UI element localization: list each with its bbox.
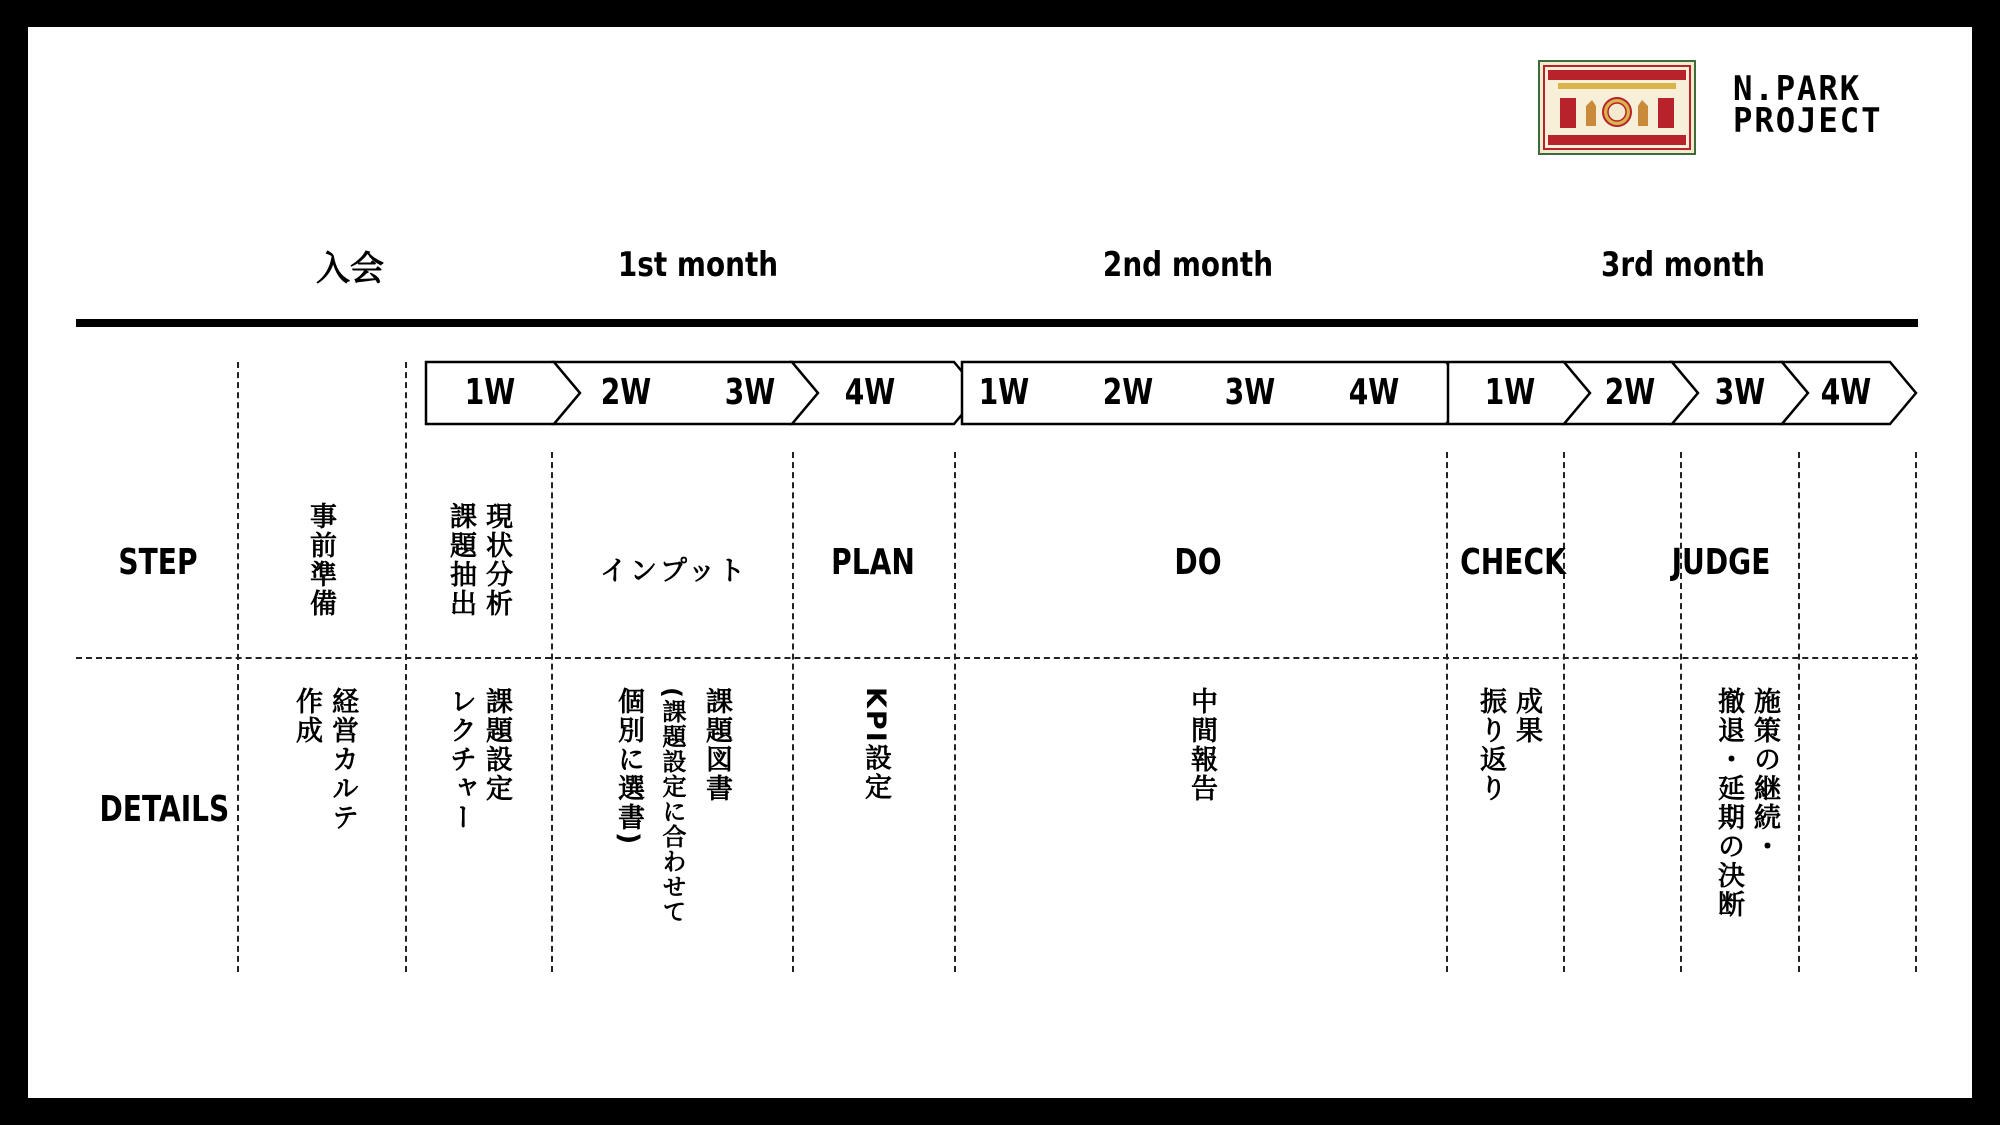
grid-vline-3 [551,452,553,972]
grid-hline-step-details [76,657,1918,659]
header-rule [76,319,1918,327]
grid-vline-2 [405,362,407,972]
grid-vline-8 [1680,452,1682,972]
grid-vline-6 [1446,452,1448,972]
month-1-label: 1st month [617,245,779,285]
park-project-logo [1733,69,1948,143]
park-project-logo-line1: N.PARK [1733,69,1862,109]
month-3-label: 3rd month [1600,245,1766,285]
week-label-m2-2: 2W [1102,372,1154,413]
detail-kpi: KPI設定 [860,687,891,802]
grid-vline-9 [1798,452,1800,972]
week-label-m2-3: 3W [1224,372,1276,413]
week-label-m2-4: 4W [1348,372,1400,413]
week-label-m3-1: 1W [1484,372,1536,413]
shop-emblem-logo [1538,60,1696,155]
grid-vline-4 [792,452,794,972]
week-label-m3-2: 2W [1604,372,1656,413]
park-project-logo-line2: PROJECT [1733,101,1883,141]
detail-karte-col1: 経営カルテ [327,687,358,832]
week-label-m3-3: 3W [1714,372,1766,413]
step-plan: PLAN [831,542,915,583]
grid-vline-1 [237,362,239,972]
step-input: インプット [600,556,749,587]
step-check: CHECK [1460,542,1566,583]
week-label-m1-1: 1W [464,372,516,413]
detail-lecture-col1: 課題設定 [481,687,512,803]
week-label-m1-3: 3W [724,372,776,413]
detail-review-col1: 成果 [1511,687,1542,745]
step-analysis-col2: 課題抽出 [445,502,476,618]
grid-vline-7 [1563,452,1565,972]
month-2-label: 2nd month [1102,245,1274,285]
row-label-step: STEP [118,542,198,583]
step-analysis-col1: 現状分析 [481,502,512,618]
step-do: DO [1174,542,1222,583]
week-label-m2-1: 1W [978,372,1030,413]
step-prep: 事前準備 [305,502,336,618]
grid-vline-10 [1915,452,1917,972]
week-label-m3-4: 4W [1820,372,1872,413]
detail-judge-col1: 施策の継続・ [1749,687,1780,861]
week-label-m1-4: 4W [844,372,896,413]
detail-books-col1: 課題図書 [701,687,732,803]
step-judge: JUDGE [1671,542,1771,583]
detail-review-col2: 振り返り [1475,687,1506,803]
join-label: 入会 [316,249,384,289]
detail-books-col3: 個別に選書) [613,687,644,847]
grid-vline-5 [954,452,956,972]
detail-karte-col2: 作成 [291,687,322,745]
slide [28,27,1972,1098]
week-label-m1-2: 2W [600,372,652,413]
row-label-details: DETAILS [99,789,230,830]
detail-books-col2: (課題設定に合わせて [658,687,686,924]
detail-interim: 中間報告 [1186,687,1217,803]
detail-judge-col2: 撤退・延期の決断 [1713,687,1744,919]
detail-lecture-col2: レクチャー [445,687,476,832]
